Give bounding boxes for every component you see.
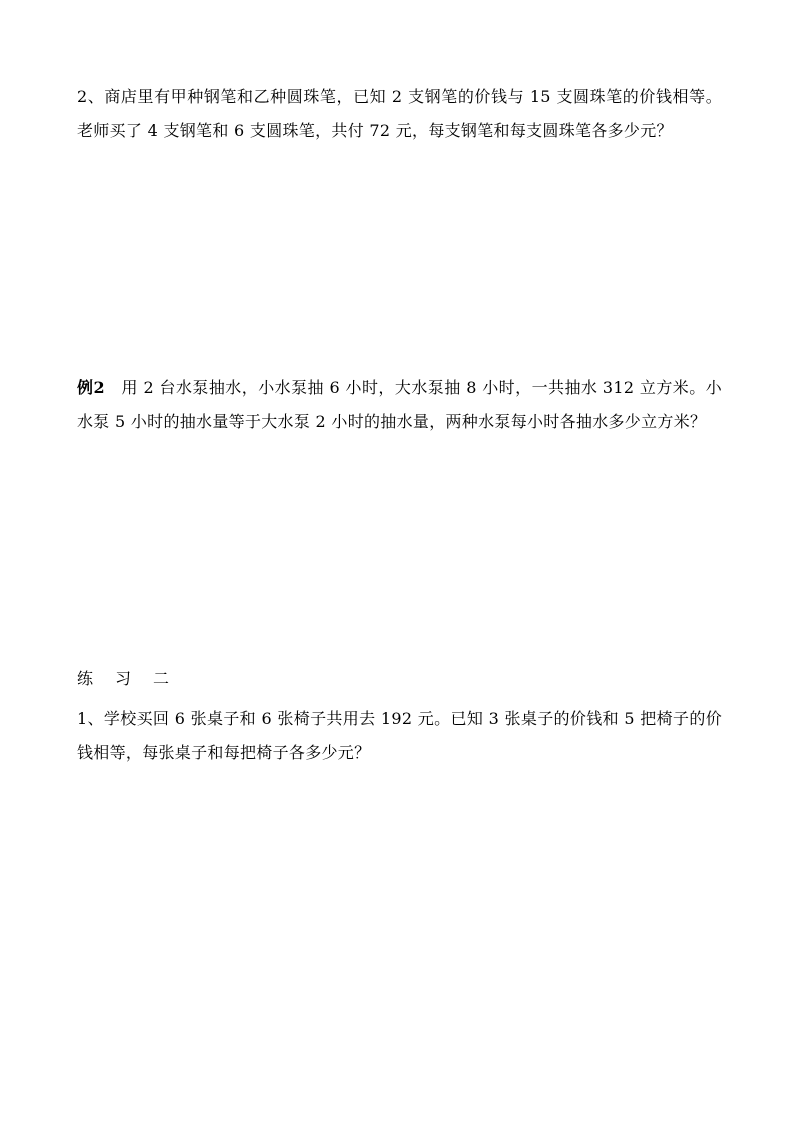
heading-char-2: 习 bbox=[115, 669, 132, 688]
heading-char-1: 练 bbox=[77, 669, 94, 688]
exercise-1-text: 1、学校买回 6 张桌子和 6 张椅子共用去 192 元。已知 3 张桌子的价钱和 5 把椅子的价钱相等，每张桌子和每把椅子各多少元？ bbox=[77, 709, 722, 762]
example-2-paragraph bbox=[77, 371, 722, 439]
example-2 bbox=[77, 371, 722, 439]
heading-char-3: 二 bbox=[153, 669, 170, 688]
problem-2-text: 2、商店里有甲种钢笔和乙种圆珠笔，已知 2 支钢笔的价钱与 15 支圆珠笔的价钱相等。老师买了 4 支钢笔和 6 支圆珠笔，共付 72 元，每支钢笔和每支圆珠笔各多少元？ bbox=[77, 87, 722, 140]
example-2-label: 例2 bbox=[77, 378, 105, 397]
exercise-section-heading bbox=[77, 662, 722, 696]
exercise-1 bbox=[77, 702, 722, 770]
problem-2 bbox=[77, 80, 722, 148]
example-2-text: 用 2 台水泵抽水，小水泵抽 6 小时，大水泵抽 8 小时，一共抽水 312 立方米。小水泵 5 小时的抽水量等于大水泵 2 小时的抽水量，两种水泵每小时各抽水多少立方米？ bbox=[77, 378, 722, 431]
